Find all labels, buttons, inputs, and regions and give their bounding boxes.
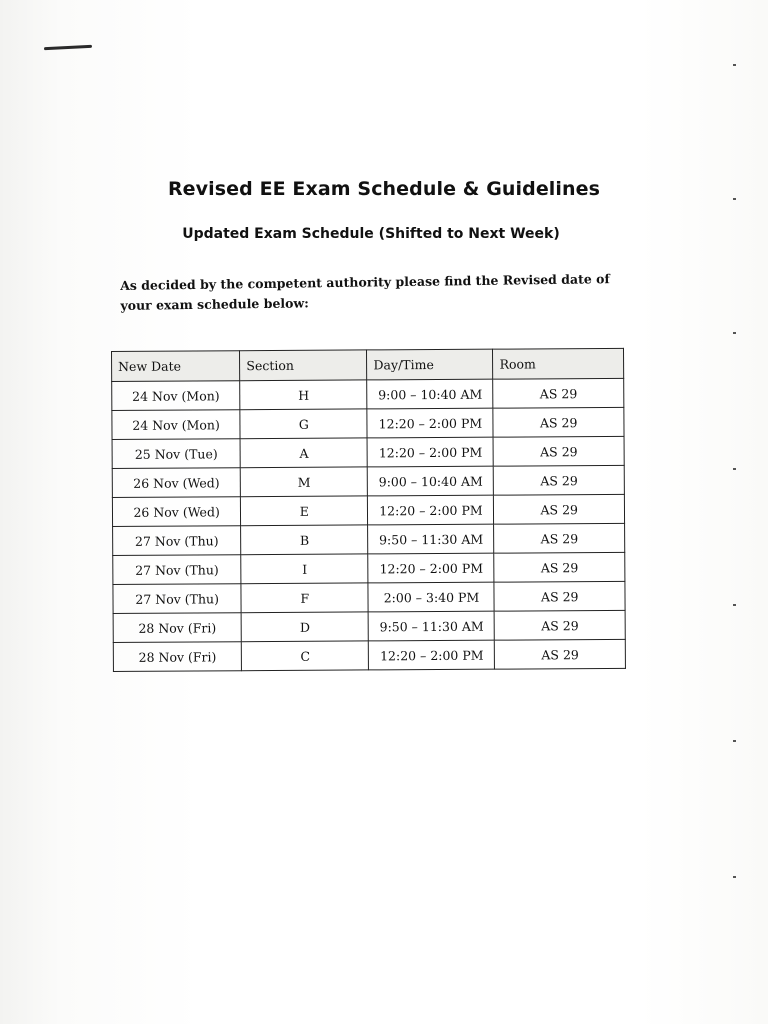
cell-time: 2:00 – 3:40 PM	[368, 582, 494, 612]
table-row	[113, 639, 625, 671]
table-row	[112, 407, 624, 439]
cell-section: B	[241, 525, 368, 555]
cell-room: AS 29	[494, 436, 625, 466]
cell-room: AS 29	[494, 581, 625, 611]
cell-room: AS 29	[494, 494, 625, 524]
cell-date: 27 Nov (Thu)	[113, 584, 241, 614]
margin-mark	[733, 740, 736, 742]
header-day-time: Day/Time	[367, 349, 493, 380]
document-subtitle: Updated Exam Schedule (Shifted to Next Week)	[182, 226, 560, 242]
margin-mark	[733, 876, 736, 878]
exam-schedule-table	[111, 348, 626, 672]
table-header-row	[112, 348, 624, 381]
cell-date: 27 Nov (Thu)	[113, 555, 241, 585]
cell-section: G	[240, 409, 367, 439]
margin-mark	[733, 64, 736, 66]
pen-mark	[44, 45, 92, 51]
intro-paragraph: As decided by the competent authority please find the Revised date of your exam schedule below:	[120, 271, 610, 313]
header-room: Room	[493, 348, 624, 379]
table-row	[113, 552, 625, 584]
cell-date: 26 Nov (Wed)	[112, 468, 240, 498]
margin-mark	[733, 604, 736, 606]
header-new-date: New Date	[112, 351, 240, 382]
cell-section: A	[240, 438, 367, 468]
cell-date: 28 Nov (Fri)	[113, 613, 241, 643]
cell-room: AS 29	[494, 465, 625, 495]
cell-section: H	[240, 380, 367, 410]
cell-section: E	[241, 496, 368, 526]
cell-time: 9:00 – 10:40 AM	[367, 379, 493, 409]
table-row	[113, 523, 625, 555]
cell-room: AS 29	[494, 523, 625, 553]
cell-date: 24 Nov (Mon)	[112, 381, 240, 411]
cell-date: 26 Nov (Wed)	[112, 497, 240, 527]
table-row	[113, 610, 625, 642]
cell-room: AS 29	[493, 407, 624, 437]
cell-room: AS 29	[493, 378, 624, 408]
cell-time: 12:20 – 2:00 PM	[369, 640, 495, 670]
header-section: Section	[240, 350, 367, 381]
cell-section: C	[242, 641, 369, 671]
table-row	[113, 581, 625, 613]
margin-mark	[733, 468, 736, 470]
document-title: Revised EE Exam Schedule & Guidelines	[167, 178, 601, 200]
cell-time: 12:20 – 2:00 PM	[367, 408, 493, 438]
cell-date: 28 Nov (Fri)	[113, 642, 241, 672]
table-row	[112, 465, 624, 497]
table-row	[112, 494, 624, 526]
cell-room: AS 29	[495, 610, 626, 640]
cell-time: 9:50 – 11:30 AM	[368, 524, 494, 554]
margin-mark	[733, 332, 736, 334]
cell-date: 27 Nov (Thu)	[113, 526, 241, 556]
cell-section: I	[241, 554, 368, 584]
cell-time: 12:20 – 2:00 PM	[368, 553, 494, 583]
cell-date: 24 Nov (Mon)	[112, 410, 240, 440]
cell-room: AS 29	[494, 552, 625, 582]
cell-section: F	[241, 583, 368, 613]
table-row	[112, 436, 624, 468]
cell-section: M	[240, 467, 367, 497]
cell-time: 12:20 – 2:00 PM	[367, 437, 493, 467]
table-row	[112, 378, 624, 410]
cell-room: AS 29	[495, 639, 626, 669]
cell-section: D	[241, 612, 368, 642]
cell-date: 25 Nov (Tue)	[112, 439, 240, 469]
cell-time: 9:50 – 11:30 AM	[369, 611, 495, 641]
cell-time: 9:00 – 10:40 AM	[368, 466, 494, 496]
cell-time: 12:20 – 2:00 PM	[368, 495, 494, 525]
